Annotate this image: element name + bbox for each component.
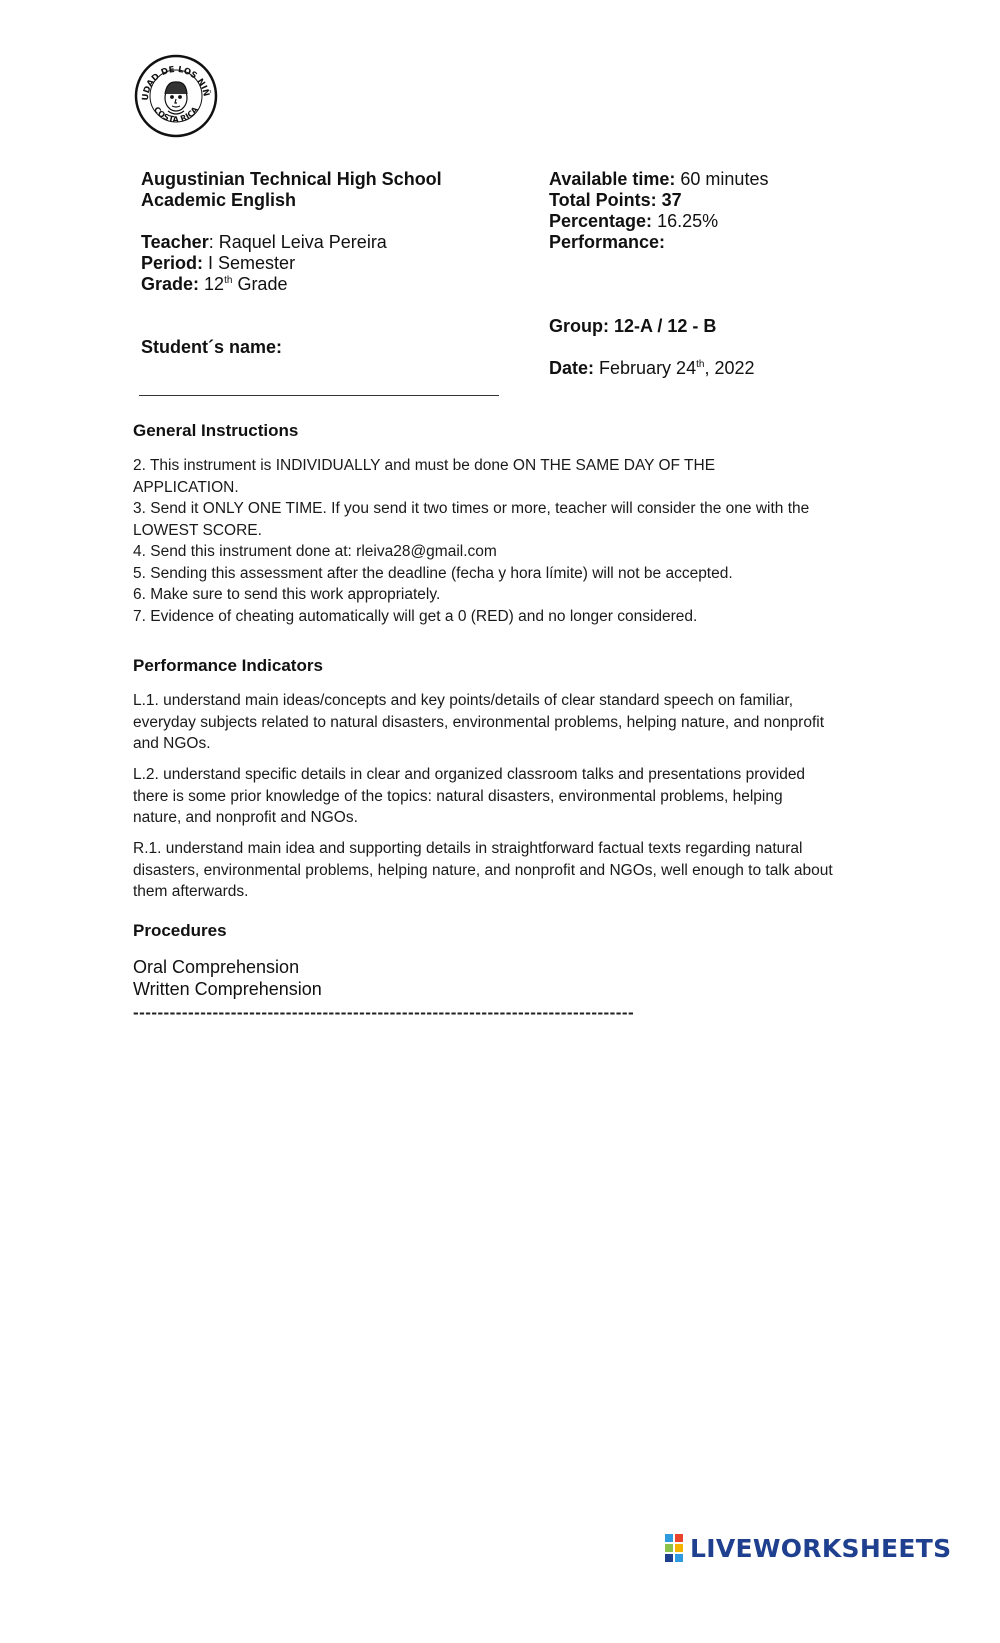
date-line bbox=[549, 357, 754, 379]
indicator-item: L.2. understand specific details in clear and organized classroom talks and presentations provided there is some prior knowledge of the topics: natural disasters, environmental problems, helping nature, and nonprofit and NGOs. bbox=[133, 766, 806, 826]
instruction-item: 3. Send it ONLY ONE TIME. If you send it two times or more, teacher will consider the one with the LOWEST SCORE. bbox=[133, 500, 810, 539]
total-points: Total Points: 37 bbox=[549, 190, 682, 210]
brand-logo-icon bbox=[664, 1533, 686, 1563]
indicator-item: L.1. understand main ideas/concepts and key points/details of clear standard speech on familiar, everyday subjects related to natural disasters, environmental problems, helping nature, and nonprofit and NGOs. bbox=[133, 692, 825, 752]
period-label: Period: bbox=[141, 253, 204, 273]
instruction-item: 7. Evidence of cheating automatically will get a 0 (RED) and no longer considered. bbox=[133, 607, 698, 625]
child-face-icon bbox=[165, 82, 187, 114]
performance-indicators-title: Performance Indicators bbox=[133, 656, 323, 675]
grade-number: 12 bbox=[204, 274, 225, 294]
teacher-value: Raquel Leiva Pereira bbox=[218, 232, 387, 252]
performance-label: Performance: bbox=[549, 232, 666, 252]
grade-line bbox=[141, 273, 287, 295]
grade-word: Grade bbox=[237, 274, 288, 294]
instruction-item: 5. Sending this assessment after the deadline (fecha y hora límite) will not be accepted. bbox=[133, 564, 733, 582]
school-name: Augustinian Technical High School bbox=[141, 169, 442, 189]
indicator-item: R.1. understand main idea and supporting details in straightforward factual texts regarding natural disasters, environmental problems, helping nature, and nonprofit and NGOs, well enough to talk about them afterwards. bbox=[133, 840, 833, 900]
general-instructions-title: General Instructions bbox=[133, 421, 299, 440]
student-name-blank bbox=[139, 395, 499, 396]
group-line: Group: 12-A / 12 - B bbox=[549, 316, 717, 336]
subject-name: Academic English bbox=[141, 190, 297, 210]
brand-name: LIVEWORKSHEETS bbox=[690, 1533, 952, 1563]
teacher-line: Teacher: Raquel Leiva Pereira bbox=[141, 232, 387, 252]
seal-svg bbox=[134, 54, 218, 138]
instruction-item: 2. This instrument is INDIVIDUALLY and must be done ON THE SAME DAY OF THE APPLICATION. bbox=[133, 457, 716, 496]
date-label: Date: bbox=[549, 358, 595, 378]
available-time-line bbox=[549, 168, 768, 190]
seal-bottom-text: COSTA RICA bbox=[151, 105, 201, 125]
procedures-title: Procedures bbox=[133, 921, 227, 940]
period-line bbox=[141, 252, 295, 274]
liveworksheets-brand bbox=[664, 1533, 951, 1563]
teacher-label: Teacher bbox=[141, 232, 209, 252]
instruction-item: 6. Make sure to send this work appropriately. bbox=[133, 586, 441, 603]
separator-line: ---------------------------------------------------------------------------------- bbox=[133, 1003, 635, 1022]
percentage-value: 16.25% bbox=[657, 211, 719, 231]
procedure-item: Oral Comprehension bbox=[133, 957, 300, 977]
grade-label: Grade: bbox=[141, 274, 200, 294]
general-instructions-list bbox=[133, 455, 813, 627]
instruction-item: 4. Send this instrument done at: rleiva28@gmail.com bbox=[133, 543, 497, 560]
percentage-label: Percentage: bbox=[549, 211, 653, 231]
date-value: February 24 bbox=[599, 358, 697, 378]
grade-suffix: th bbox=[224, 275, 233, 286]
percentage-line bbox=[549, 210, 718, 232]
date-suffix: th bbox=[696, 359, 705, 370]
seal-top-text: UDAD DE LOS NIÑ bbox=[140, 64, 211, 102]
school-seal-logo bbox=[134, 54, 218, 138]
student-name-label: Student´s name: bbox=[141, 337, 283, 357]
time-value: 60 minutes bbox=[680, 169, 769, 189]
procedure-item: Written Comprehension bbox=[133, 979, 322, 999]
time-label: Available time: bbox=[549, 169, 676, 189]
date-year: , 2022 bbox=[704, 358, 755, 378]
period-value: I Semester bbox=[208, 253, 296, 273]
